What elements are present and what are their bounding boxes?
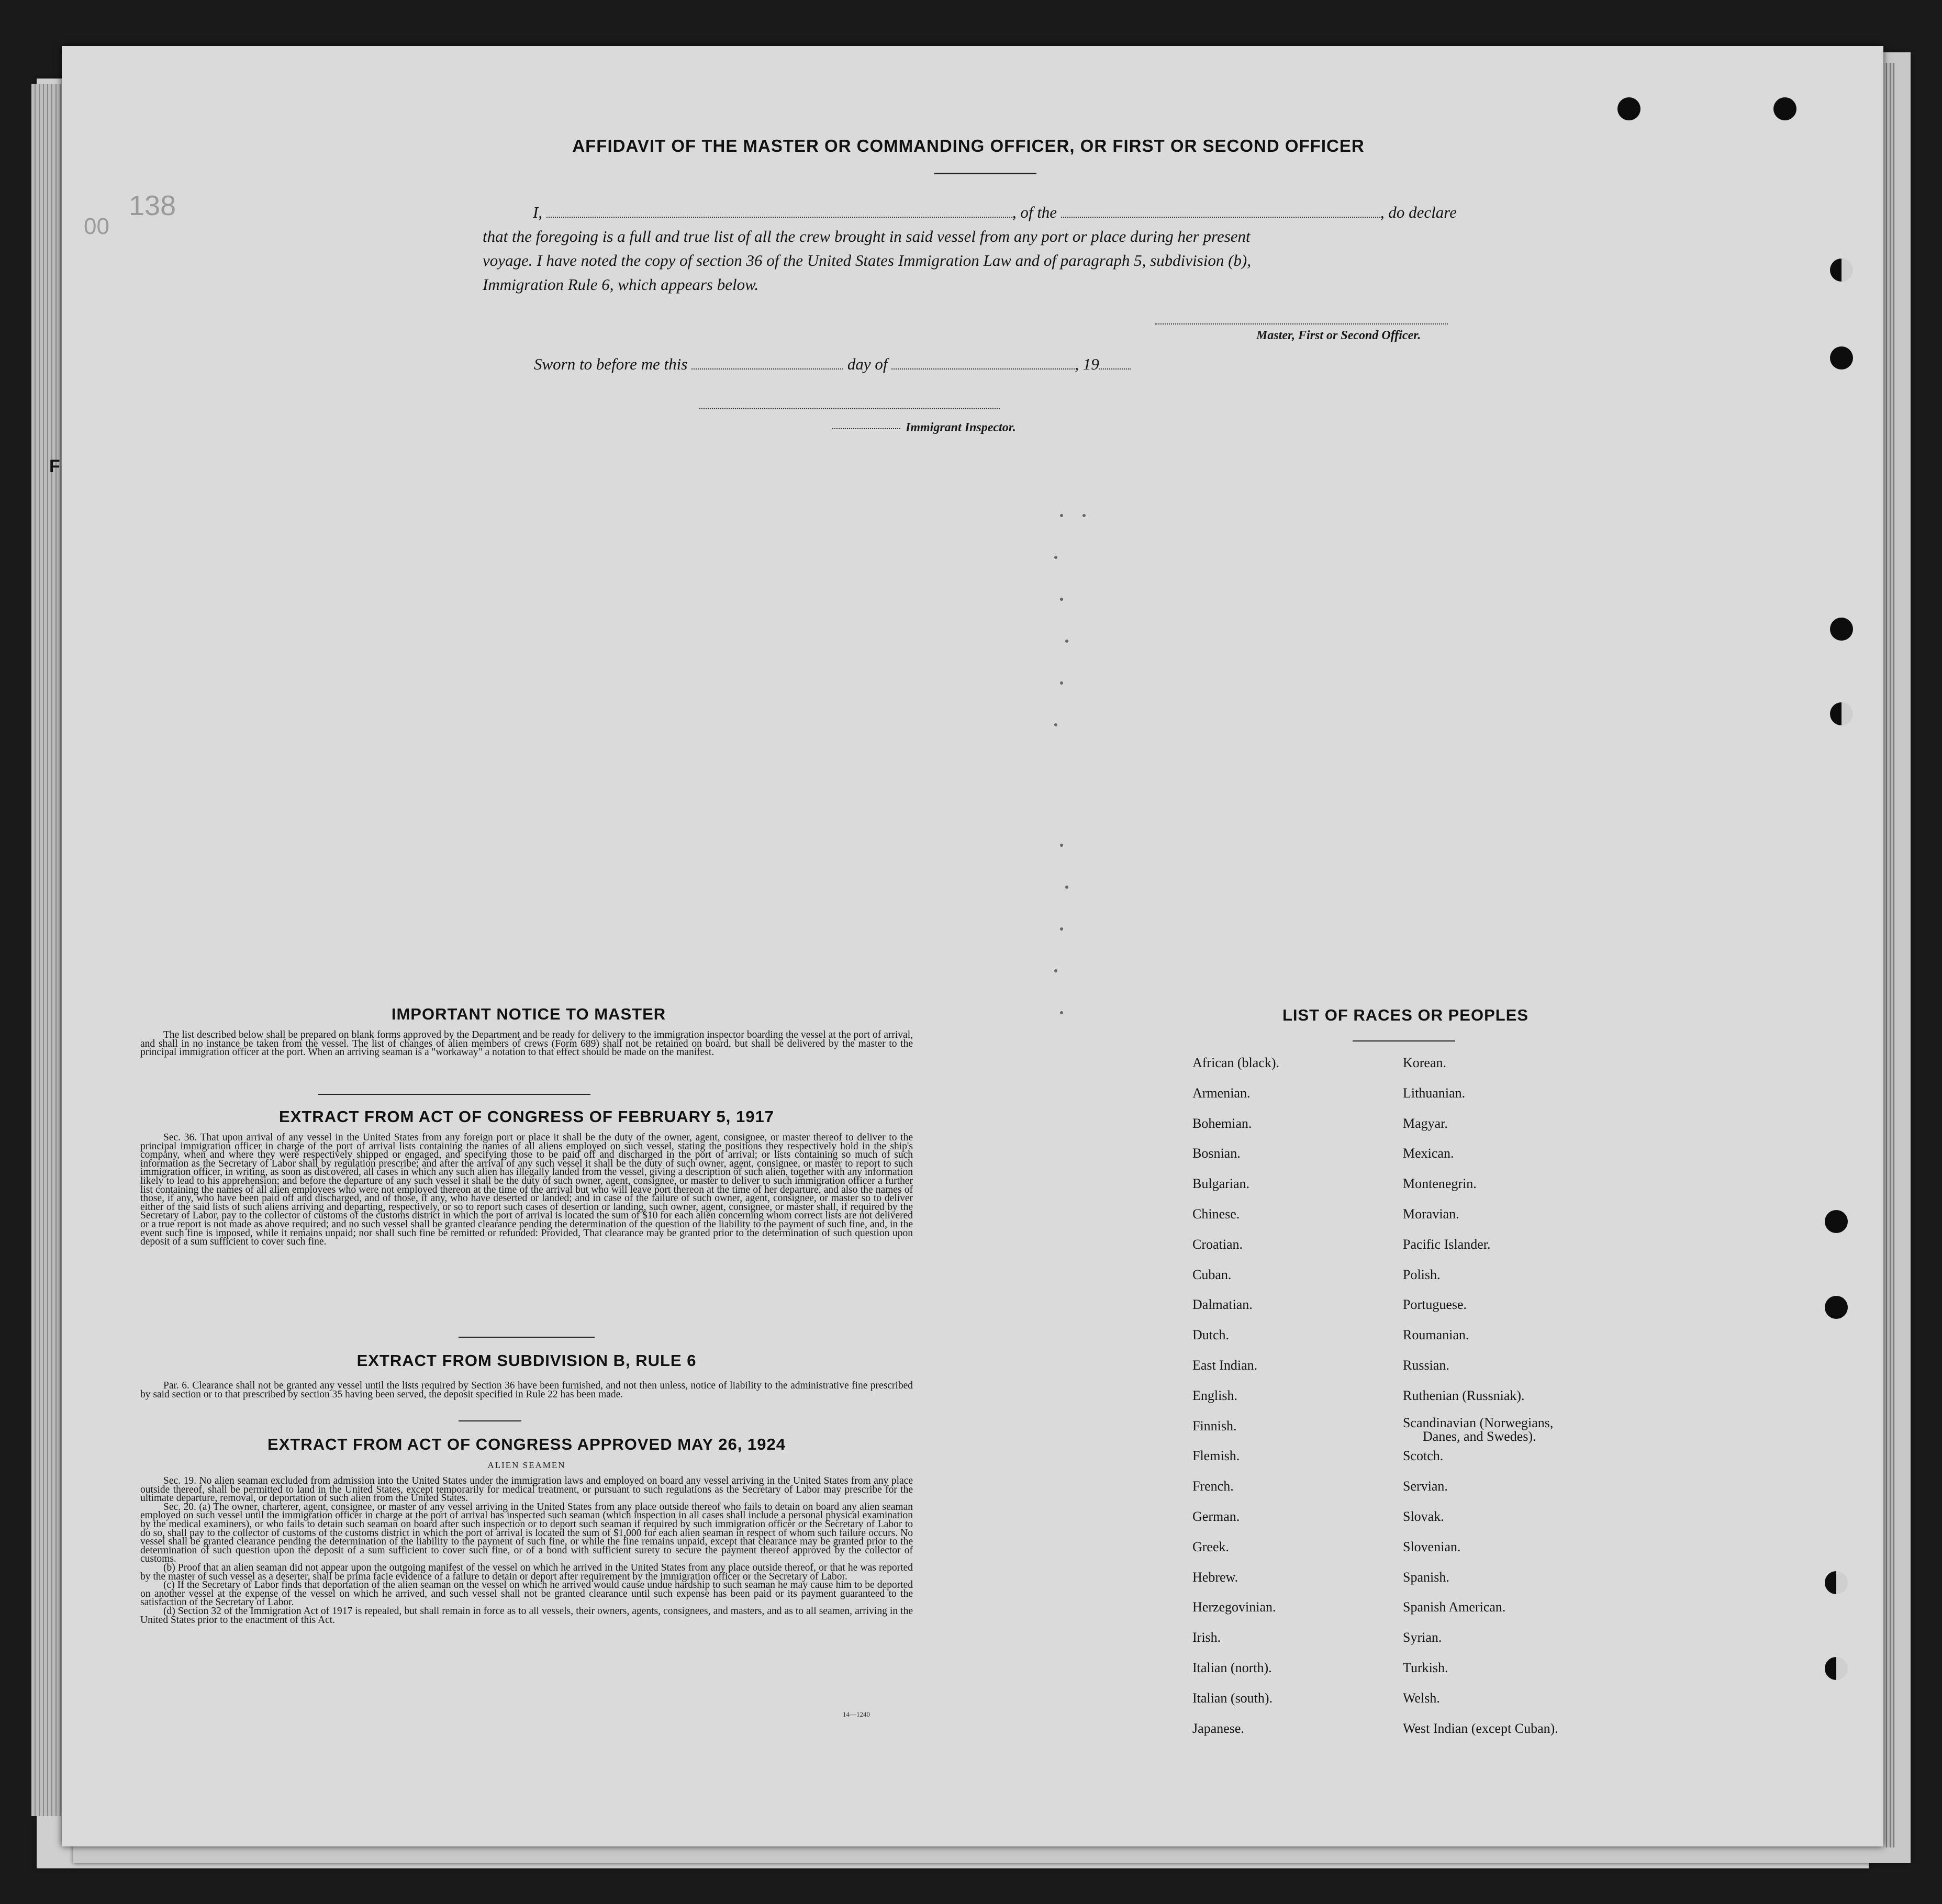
race-item: Spanish American. bbox=[1403, 1599, 1506, 1615]
race-item: German. bbox=[1192, 1509, 1240, 1524]
race-item: Magyar. bbox=[1403, 1115, 1448, 1131]
declaration-line-4: Immigration Rule 6, which appears below. bbox=[483, 275, 759, 294]
punch-hole bbox=[1830, 346, 1853, 369]
race-item: Slovak. bbox=[1403, 1509, 1444, 1524]
faint-dot bbox=[1065, 886, 1068, 889]
race-item: Chinese. bbox=[1192, 1206, 1240, 1222]
race-item: Pacific Islander. bbox=[1403, 1236, 1491, 1252]
race-item: English. bbox=[1192, 1387, 1237, 1403]
form-number: 14—1240 bbox=[843, 1710, 870, 1718]
declaration-line-1 bbox=[533, 203, 1457, 222]
sec20a-paragraph: Sec. 20. (a) The owner, charterer, agent, consignee, or master of any vessel arriving in the United States from any place outside thereof who fails to detain on board any alien seaman employed on such vessel until the immigration officer in charge at the port of arrival has inspected such seaman (which inspection in all cases shall include a personal physical examination by the medical examiners), or who fails to detain such seaman on board after such inspection or to deport such seaman if required by such immigration officer or the Secretary of Labor to do so, shall pay to the collector of customs of the customs district in which the port of arrival is located the sum of $1,000 for each alien seaman in respect of whom such failure occurs. No vessel shall be granted clearance pending the determination of the liability to the payment of such fine, or while the fine remains unpaid, except that clearance may be granted prior to the determination of such question upon the deposit of a sum sufficient to cover such fine, or of a bond with sufficient surety to secure the payment thereof approved by the collector of customs. bbox=[140, 1501, 913, 1565]
inspector-label: Immigrant Inspector. bbox=[906, 421, 1016, 434]
punch-hole bbox=[1773, 97, 1796, 120]
race-item: Bohemian. bbox=[1192, 1115, 1252, 1131]
extract-rule6-paragraph: Par. 6. Clearance shall not be granted any vessel until the lists required by Section 36 have been furnished, and not then unless, notice of liability to the administrative fine prescribed by said section or to that prescribed by section 35 having been served, the deposit specified in Rule 22 has been made. bbox=[140, 1380, 913, 1400]
race-item: Japanese. bbox=[1192, 1720, 1244, 1736]
inspector-signature-field[interactable] bbox=[699, 408, 1000, 409]
punch-hole bbox=[1830, 259, 1853, 282]
extract-1924-subtitle: ALIEN SEAMEN bbox=[487, 1460, 566, 1470]
race-item: African (black). bbox=[1192, 1055, 1280, 1070]
extract-rule6-title: EXTRACT FROM SUBDIVISION B, RULE 6 bbox=[356, 1351, 697, 1370]
sworn-day-field[interactable] bbox=[691, 368, 843, 369]
extract-1917-rule bbox=[459, 1337, 595, 1338]
race-item: Italian (north). bbox=[1192, 1660, 1272, 1675]
faint-dot bbox=[1082, 514, 1086, 517]
race-item: French. bbox=[1192, 1479, 1234, 1494]
race-item: Herzegovinian. bbox=[1192, 1599, 1276, 1615]
sec20b-paragraph: (b) Proof that an alien seaman did not appear upon the outgoing manifest of the vessel on which he arrived in the United States from any place outside thereof, or that he was reported by the master of such vessel as a deserter, shall be prima facie evidence of a failure to detain or deport after requirement by the immigration officer or the Secretary of Labor. bbox=[140, 1562, 913, 1582]
notice-title: IMPORTANT NOTICE TO MASTER bbox=[391, 1005, 666, 1023]
race-item: Scandinavian (Norwegians, bbox=[1403, 1415, 1554, 1430]
declaration-do-declare: , do declare bbox=[1380, 203, 1457, 221]
race-item: Irish. bbox=[1192, 1630, 1221, 1645]
extract-1924-text bbox=[140, 1477, 913, 1625]
edge-letter: F bbox=[49, 456, 60, 476]
sworn-month-field[interactable] bbox=[891, 368, 1075, 369]
extract-rule6-text bbox=[140, 1382, 913, 1399]
race-item: Italian (south). bbox=[1192, 1690, 1273, 1706]
race-item: Croatian. bbox=[1192, 1236, 1243, 1252]
races-title: LIST OF RACES OR PEOPLES bbox=[1282, 1006, 1529, 1024]
race-item: Armenian. bbox=[1192, 1085, 1251, 1101]
race-item: Ruthenian (Russniak). bbox=[1403, 1387, 1525, 1403]
faint-dot bbox=[1060, 1011, 1063, 1014]
race-item: Greek. bbox=[1192, 1539, 1230, 1554]
faint-dot bbox=[1060, 844, 1063, 847]
extract-1917-paragraph: Sec. 36. That upon arrival of any vessel in the United States from any foreign port or place it shall be the duty of the owner, agent, consignee, or master thereof to deliver to the principal immigration officer in charge of the port of arrival lists containing the names of all aliens employed on such vessel, stating the positions they respectively hold in the ship's company, when and where they were respectively shipped or engaged, and specifying those to be paid off and discharged in the port of arrival; or lists containing so much of such information as the Secretary of Labor shall by regulation prescribe; and after the arrival of any such vessel it shall be the duty of such owner, agent, consignee, or master to report to such immigration officer, in writing, as soon as discovered, all cases in which any such alien has illegally landed from the vessel, giving a description of such alien, together with any information likely to lead to his apprehension; and before the departure of any such vessel it shall be the duty of such owner, agent, consignee, or master to deliver to such immigration officer a further list containing the names of all alien employees who were not employed thereon at the time of the arrival but who will leave port thereon at the time of her departure, and also the names of those, if any, who have been paid off and discharged, and of those, if any, who have deserted or landed; and in case of the failure of such owner, agent, consignee, or master so to deliver either of the said lists of such aliens arriving and departing, respectively, or so to report such cases of desertion or landing, such owner, agent, consignee, or master shall, if required by the Secretary of Labor, pay to the collector of customs of the customs district in which the port of arrival is located the sum of $10 for each alien concerning whom correct lists are not delivered or a true report is not made as above required; and no such vessel shall be granted clearance pending the determination of the question of the liability to the payment of such fine, and, in the event such fine is imposed, while it remains unpaid; nor shall such fine be remitted or refunded: Provided, That clearance may be granted prior to the determination of such question upon deposit of a sum sufficient to cover such fine. bbox=[140, 1132, 913, 1248]
race-item: Slovenian. bbox=[1403, 1539, 1461, 1554]
sec20d-paragraph: (d) Section 32 of the Immigration Act of 1917 is repealed, but shall remain in force as to all vessels, their owners, agents, consignees, and masters, and as to all seamen, arriving in the United States prior to the enactment of this Act. bbox=[140, 1605, 913, 1626]
year-prefix: , 19 bbox=[1075, 355, 1099, 373]
race-item: Bosnian. bbox=[1192, 1146, 1241, 1161]
race-item: Portuguese. bbox=[1403, 1297, 1467, 1313]
day-of-text: day of bbox=[847, 355, 888, 373]
sec20c-paragraph: (c) If the Secretary of Labor finds that deportation of the alien seaman on the vessel on which he arrived would cause undue hardship to such seaman he may cause him to be deported on another vessel at the expense of the vessel on which he arrived, and such vessel shall not be granted clearance until such expense has been paid or its payment guaranteed to the satisfaction of the Secretary of Labor. bbox=[140, 1580, 913, 1608]
affidavit-title-rule bbox=[934, 173, 1036, 174]
faint-dot bbox=[1060, 514, 1063, 517]
race-item: Syrian. bbox=[1403, 1630, 1442, 1645]
faint-dot bbox=[1065, 640, 1068, 643]
punch-hole bbox=[1825, 1657, 1848, 1680]
race-item: Scotch. bbox=[1403, 1448, 1444, 1464]
extract-1924-title: EXTRACT FROM ACT OF CONGRESS APPROVED MAY 26, 1924 bbox=[267, 1435, 786, 1453]
declaration-of-the: , of the bbox=[1012, 203, 1057, 221]
officer-name-field[interactable] bbox=[546, 217, 1012, 218]
race-item: Turkish. bbox=[1403, 1660, 1448, 1675]
race-item: West Indian (except Cuban). bbox=[1403, 1720, 1558, 1736]
declaration-line-3: voyage. I have noted the copy of section 36 of the United States Immigration Law and of paragraph 5, subdivision (b), bbox=[483, 251, 1251, 270]
race-item: East Indian. bbox=[1192, 1358, 1258, 1373]
sec19-paragraph: Sec. 19. No alien seaman excluded from admission into the United States under the immigration laws and employed on board any vessel arriving in the United States from any place outside thereof, shall be permitted to land in the United States, except temporarily for medical treatment, or pursuant to such regulations as the Secretary of Labor may prescribe for the ultimate departure, removal, or deportation of such alien from the United States. bbox=[140, 1475, 913, 1504]
faint-mark: 00 bbox=[84, 214, 109, 239]
punch-hole bbox=[1825, 1296, 1848, 1319]
notice-paragraph: The list described below shall be prepared on blank forms approved by the Department and be ready for delivery to the immigration inspector boarding the vessel at the port of arrival, and shall in no instance be taken from the vessel. The list of changes of alien members of crews (Form 689) shall not be retained on board, but shall be delivered by the master to the principal immigration officer at the port. When an arriving seaman is a "workaway" a notation to that effect should be made on the manifest. bbox=[140, 1029, 913, 1058]
race-item-continuation: Danes, and Swedes). bbox=[1423, 1428, 1536, 1444]
race-item: Cuban. bbox=[1192, 1267, 1232, 1282]
declaration-line-2: that the foregoing is a full and true list of all the crew brought in said vessel from any port or place during her present bbox=[483, 227, 1251, 245]
faint-dot bbox=[1060, 598, 1063, 601]
officer-signature-field[interactable] bbox=[1155, 323, 1448, 324]
punch-hole bbox=[1825, 1210, 1848, 1233]
race-item: Montenegrin. bbox=[1403, 1176, 1477, 1192]
race-item: Mexican. bbox=[1403, 1146, 1454, 1161]
punch-hole bbox=[1825, 1571, 1848, 1594]
inspector-name-lead bbox=[832, 428, 900, 429]
race-item: Moravian. bbox=[1403, 1206, 1459, 1222]
page-stack-edge bbox=[31, 84, 62, 1816]
race-item: Spanish. bbox=[1403, 1569, 1449, 1585]
race-item: Korean. bbox=[1403, 1055, 1447, 1070]
faint-dot bbox=[1060, 927, 1063, 931]
notice-rule bbox=[318, 1094, 590, 1095]
faint-page-number: 138 bbox=[129, 190, 176, 221]
faint-dot bbox=[1054, 723, 1057, 726]
punch-hole bbox=[1617, 97, 1640, 120]
race-item: Flemish. bbox=[1192, 1448, 1240, 1464]
race-item: Lithuanian. bbox=[1403, 1085, 1466, 1101]
race-item: Roumanian. bbox=[1403, 1327, 1469, 1343]
sworn-year-field[interactable] bbox=[1099, 368, 1131, 369]
notice-text bbox=[140, 1031, 913, 1057]
race-item: Welsh. bbox=[1403, 1690, 1440, 1706]
officer-signature-label: Master, First or Second Officer. bbox=[1256, 329, 1421, 342]
right-page-edge bbox=[1883, 63, 1895, 1847]
vessel-name-field[interactable] bbox=[1061, 217, 1380, 218]
affidavit-title: AFFIDAVIT OF THE MASTER OR COMMANDING OFFICER, OR FIRST OR SECOND OFFICER bbox=[572, 136, 1365, 155]
race-item: Russian. bbox=[1403, 1358, 1449, 1373]
extract-rule6-rule bbox=[459, 1420, 521, 1421]
race-item: Dalmatian. bbox=[1192, 1297, 1253, 1313]
race-item: Hebrew. bbox=[1192, 1569, 1238, 1585]
race-item: Servian. bbox=[1403, 1479, 1448, 1494]
extract-1917-text bbox=[140, 1134, 913, 1247]
sworn-line bbox=[534, 355, 1131, 374]
race-item: Polish. bbox=[1403, 1267, 1441, 1282]
faint-dot bbox=[1060, 681, 1063, 685]
race-item: Bulgarian. bbox=[1192, 1176, 1250, 1192]
punch-hole bbox=[1830, 702, 1853, 725]
faint-dot bbox=[1054, 556, 1057, 559]
race-item: Dutch. bbox=[1192, 1327, 1230, 1343]
races-title-rule bbox=[1353, 1040, 1455, 1041]
extract-1917-title: EXTRACT FROM ACT OF CONGRESS OF FEBRUARY 5, 1917 bbox=[279, 1107, 774, 1126]
punch-hole bbox=[1830, 618, 1853, 641]
sworn-text: Sworn to before me this bbox=[534, 355, 688, 373]
race-item: Finnish. bbox=[1192, 1418, 1237, 1433]
declaration-i: I, bbox=[533, 203, 543, 221]
faint-dot bbox=[1054, 969, 1057, 972]
